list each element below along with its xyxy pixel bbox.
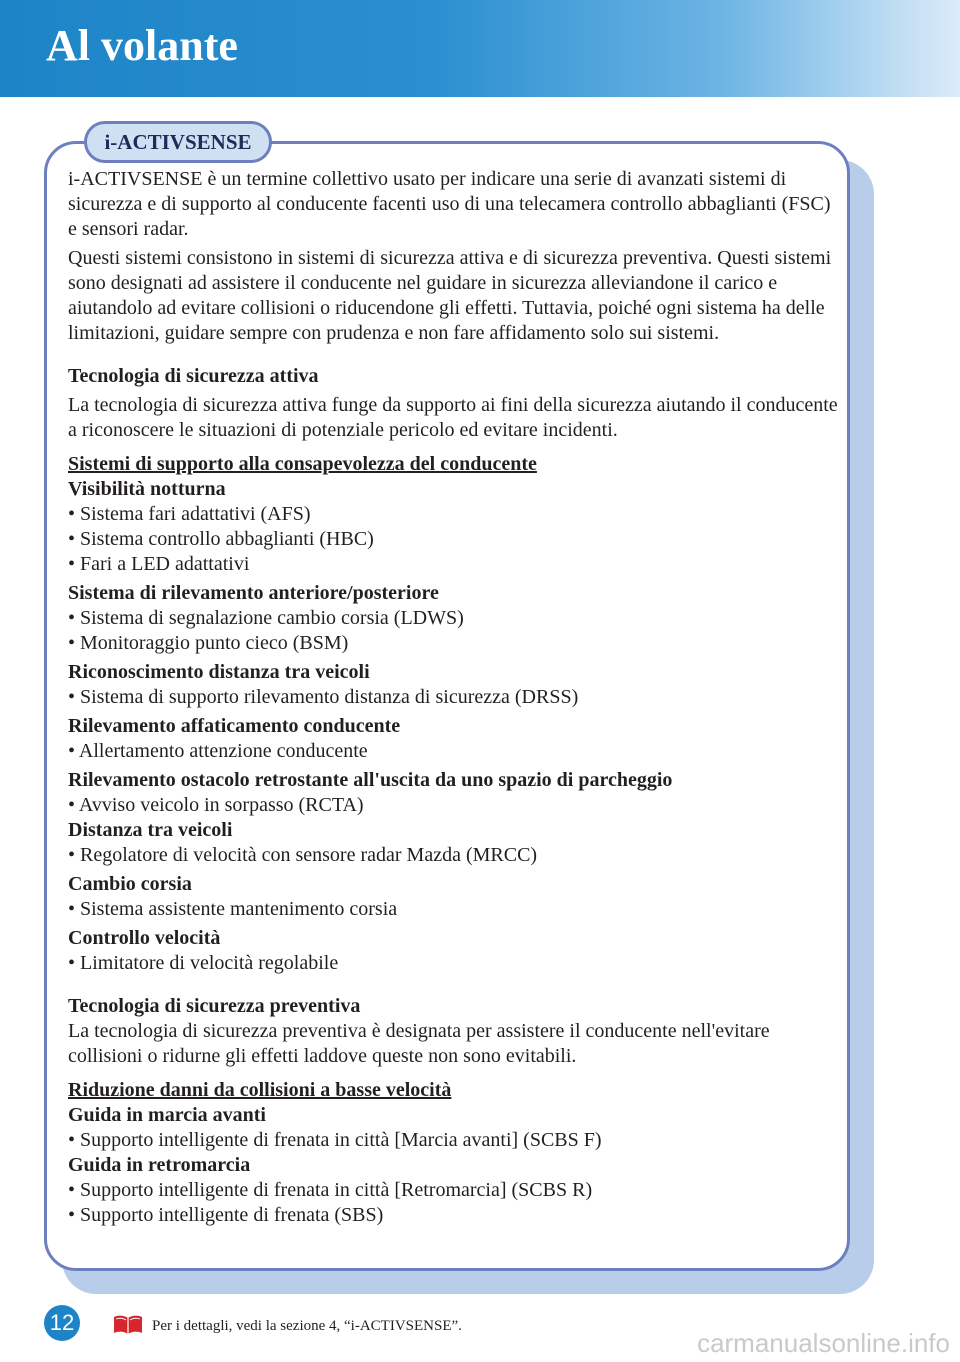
- page-number: 12: [44, 1305, 80, 1341]
- group-title: Rilevamento affaticamento conducente: [68, 715, 401, 737]
- active-text: La tecnologia di sicurezza attiva funge da supporto ai fini della sicurezza aiutando il conducente a riconoscere le situazioni di potenziale pericolo ed evitare incidenti.: [68, 394, 838, 441]
- group-title: Riconoscimento distanza tra veicoli: [68, 661, 370, 683]
- intro-paragraph: i-ACTIVSENSE è un termine collettivo usato per indicare una serie di avanzati sistemi di sicurezza e di supporto al conducente facenti uso di una telecamera controllo abbaglianti (FSC) e sensori radar.: [68, 168, 831, 240]
- content-body: [68, 167, 838, 1228]
- group-title: Rilevamento ostacolo retrostante all'uscita da uno spazio di parcheggio: [68, 769, 673, 791]
- group-title: Guida in retromarcia: [68, 1154, 251, 1176]
- preventive-heading: Tecnologia di sicurezza preventiva: [68, 995, 361, 1017]
- list-item: • Monitoraggio punto cieco (BSM): [68, 632, 349, 654]
- list-item: • Limitatore di velocità regolabile: [68, 952, 339, 974]
- list-item: • Sistema di segnalazione cambio corsia (LDWS): [68, 607, 464, 629]
- watermark: carmanualsonline.info: [697, 1328, 950, 1358]
- list-item: • Supporto intelligente di frenata (SBS): [68, 1204, 384, 1226]
- group-title: Guida in marcia avanti: [68, 1104, 266, 1126]
- list-item: • Fari a LED adattativi: [68, 553, 250, 575]
- group-title: Visibilità notturna: [68, 478, 226, 500]
- book-icon: [112, 1313, 144, 1337]
- list-item: • Sistema di supporto rilevamento distanza di sicurezza (DRSS): [68, 686, 579, 708]
- list-item: • Sistema fari adattativi (AFS): [68, 503, 311, 525]
- group-title: Controllo velocità: [68, 927, 221, 949]
- list-item: • Sistema controllo abbaglianti (HBC): [68, 528, 374, 550]
- list-item: • Supporto intelligente di frenata in città [Marcia avanti] (SCBS F): [68, 1129, 602, 1151]
- section-tab: i-ACTIVSENSE: [84, 121, 272, 163]
- list-item: • Allertamento attenzione conducente: [68, 740, 368, 762]
- group-title: Sistema di rilevamento anteriore/posteriore: [68, 582, 439, 604]
- group-title: Distanza tra veicoli: [68, 819, 233, 841]
- group-title: Cambio corsia: [68, 873, 192, 895]
- list-item: • Avviso veicolo in sorpasso (RCTA): [68, 794, 364, 816]
- page-title: Al volante: [46, 21, 238, 70]
- awareness-heading: Sistemi di supporto alla consapevolezza del conducente: [68, 453, 537, 475]
- list-item: • Supporto intelligente di frenata in città [Retromarcia] (SCBS R): [68, 1179, 593, 1201]
- active-heading: Tecnologia di sicurezza attiva: [68, 365, 319, 387]
- list-item: • Regolatore di velocità con sensore radar Mazda (MRCC): [68, 844, 538, 866]
- intro-paragraph: Questi sistemi consistono in sistemi di sicurezza attiva e di sicurezza preventiva. Questi sistemi sono designati ad assistere il conducente nel guidare in sicurezza alleviandone il carico e aiutandolo ad evitare collisioni o riducendone gli effetti. Tuttavia, poiché ogni sistema ha delle limitazioni, guidare sempre con prudenza e non fare affidamento solo sui sistemi.: [68, 247, 832, 344]
- preventive-text: La tecnologia di sicurezza preventiva è designata per assistere il conducente nell'evitare collisioni o ridurne gli effetti laddove queste non sono evitabili.: [68, 1020, 770, 1067]
- footer-note: Per i dettagli, vedi la sezione 4, “i-ACTIVSENSE”.: [152, 1318, 462, 1334]
- damage-heading: Riduzione danni da collisioni a basse velocità: [68, 1079, 452, 1101]
- header-banner: [0, 0, 960, 97]
- list-item: • Sistema assistente mantenimento corsia: [68, 898, 398, 920]
